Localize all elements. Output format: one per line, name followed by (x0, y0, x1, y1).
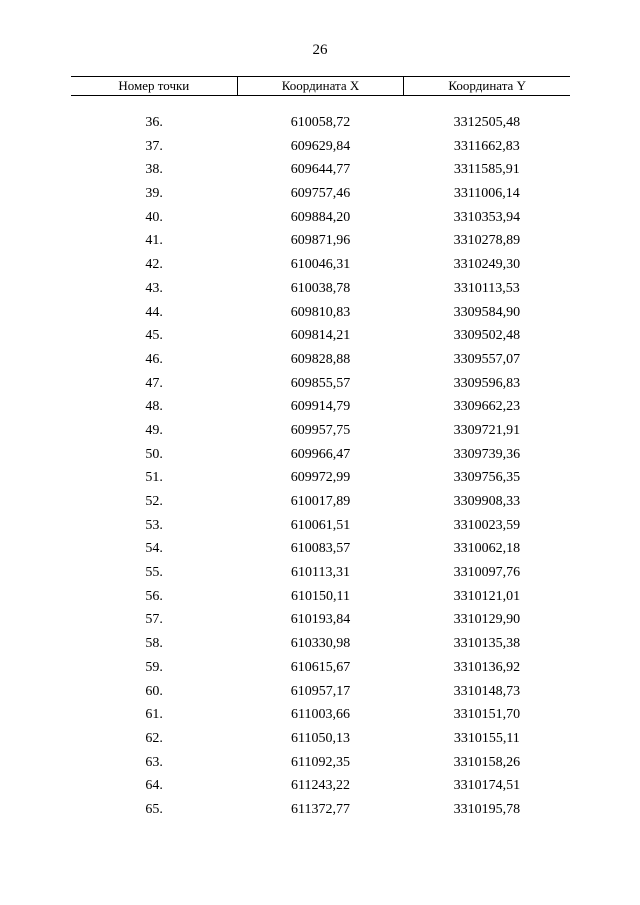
cell-coordinate-y: 3309557,07 (453, 351, 521, 367)
cell-coordinate-x: 609957,75 (290, 422, 351, 438)
header-point-number: Номер точки (118, 78, 190, 93)
cell-point-number: 46. (145, 351, 163, 367)
table-row (71, 135, 570, 159)
table-row (71, 419, 570, 443)
cell-point-number: 60. (145, 683, 163, 699)
cell-point-number: 50. (145, 446, 163, 462)
cell-point-number: 64. (145, 778, 163, 794)
table-row (71, 301, 570, 325)
table-row (71, 229, 570, 253)
cell-coordinate-x: 609972,99 (290, 470, 351, 486)
cell-coordinate-x: 609814,21 (290, 328, 351, 344)
cell-coordinate-x: 610061,51 (290, 517, 351, 533)
cell-point-number: 48. (145, 399, 163, 415)
table-row (71, 111, 570, 135)
cell-point-number: 51. (145, 470, 163, 486)
cell-coordinate-x: 609966,47 (290, 446, 351, 462)
cell-coordinate-y: 3309756,35 (453, 470, 521, 486)
page-number: 26 (312, 42, 328, 58)
cell-coordinate-x: 611003,66 (291, 707, 350, 723)
cell-point-number: 38. (145, 162, 163, 178)
table-row (71, 443, 570, 467)
cell-point-number: 36. (145, 115, 163, 130)
cell-coordinate-x: 609757,46 (290, 186, 351, 202)
cell-coordinate-y: 3309662,23 (453, 399, 521, 415)
cell-point-number: 44. (145, 304, 163, 320)
cell-point-number: 40. (145, 209, 163, 225)
table-row (71, 656, 570, 680)
cell-coordinate-y: 3310195,78 (453, 801, 521, 817)
header-coordinate-x: Координата X (237, 77, 404, 95)
table-row (71, 372, 570, 396)
cell-point-number: 53. (145, 517, 163, 533)
cell-point-number: 39. (145, 186, 163, 202)
cell-coordinate-x: 609871,96 (290, 233, 351, 249)
cell-coordinate-y: 3309721,91 (453, 422, 521, 438)
cell-coordinate-x: 609884,20 (290, 209, 351, 225)
table-header (71, 76, 570, 96)
cell-coordinate-y: 3310113,53 (453, 280, 520, 296)
cell-point-number: 56. (145, 588, 163, 604)
cell-point-number: 57. (145, 612, 163, 628)
header-coordinate-y: Координата Y (403, 77, 570, 95)
cell-coordinate-y: 3310155,11 (453, 730, 520, 746)
table-row (71, 253, 570, 277)
table-row (71, 324, 570, 348)
cell-coordinate-y: 3312505,48 (453, 115, 521, 130)
cell-coordinate-x: 609828,88 (290, 351, 351, 367)
cell-point-number: 61. (145, 707, 163, 723)
cell-coordinate-x: 610046,31 (290, 257, 351, 273)
table-row (71, 206, 570, 230)
cell-coordinate-y: 3310129,90 (453, 612, 521, 628)
cell-point-number: 59. (145, 659, 163, 675)
cell-point-number: 55. (145, 565, 163, 581)
table-row (71, 680, 570, 704)
table-row (71, 514, 570, 538)
cell-coordinate-y: 3310148,73 (453, 683, 521, 699)
cell-coordinate-y: 3310023,59 (453, 517, 521, 533)
cell-coordinate-x: 611243,22 (291, 778, 350, 794)
cell-point-number: 49. (145, 422, 163, 438)
cell-coordinate-y: 3310121,01 (453, 588, 521, 604)
cell-point-number: 42. (145, 257, 163, 273)
cell-coordinate-x: 610017,89 (290, 494, 351, 509)
table-row (71, 182, 570, 206)
cell-coordinate-x: 610150,11 (291, 588, 350, 604)
cell-point-number: 41. (145, 233, 163, 249)
cell-coordinate-x: 609629,84 (290, 138, 351, 154)
table-row (71, 348, 570, 372)
cell-point-number: 47. (145, 375, 163, 391)
cell-coordinate-y: 3309596,83 (453, 375, 521, 391)
cell-coordinate-y: 3310158,26 (453, 754, 521, 770)
cell-coordinate-x: 610957,17 (290, 683, 351, 699)
table-row (71, 561, 570, 585)
cell-point-number: 37. (145, 138, 163, 154)
cell-point-number: 54. (145, 541, 163, 557)
cell-coordinate-y: 3310135,38 (453, 636, 521, 652)
table-row (71, 608, 570, 632)
cell-coordinate-y: 3311662,83 (453, 138, 520, 154)
cell-coordinate-x: 610113,31 (291, 565, 350, 581)
cell-point-number: 62. (145, 730, 163, 746)
cell-coordinate-y: 3311585,91 (453, 162, 520, 178)
cell-coordinate-y: 3310151,70 (453, 707, 521, 723)
cell-coordinate-y: 3309584,90 (453, 304, 521, 320)
table-row (71, 798, 570, 822)
cell-point-number: 58. (145, 636, 163, 652)
table-row (71, 727, 570, 751)
cell-coordinate-y: 3310249,30 (453, 257, 521, 273)
cell-point-number: 52. (145, 494, 163, 509)
cell-point-number: 43. (145, 280, 163, 296)
cell-coordinate-x: 610038,78 (290, 280, 351, 296)
cell-point-number: 45. (145, 328, 163, 344)
table-row (71, 703, 570, 727)
cell-coordinate-x: 609914,79 (290, 399, 351, 415)
table-row (71, 585, 570, 609)
cell-coordinate-y: 3310278,89 (453, 233, 521, 249)
table-row (71, 277, 570, 301)
cell-coordinate-x: 610083,57 (290, 541, 351, 557)
cell-coordinate-x: 611372,77 (291, 801, 350, 817)
table-row (71, 395, 570, 419)
table-row (71, 158, 570, 182)
cell-coordinate-y: 3310136,92 (453, 659, 521, 675)
cell-coordinate-y: 3309739,36 (453, 446, 521, 462)
cell-coordinate-y: 3310353,94 (453, 209, 521, 225)
table-row (71, 774, 570, 798)
table-row (71, 466, 570, 490)
cell-coordinate-y: 3310174,51 (453, 778, 521, 794)
cell-point-number: 65. (145, 801, 163, 817)
cell-coordinate-y: 3309502,48 (453, 328, 521, 344)
cell-coordinate-x: 610330,98 (290, 636, 351, 652)
cell-coordinate-y: 3310062,18 (453, 541, 521, 557)
table-row (71, 632, 570, 656)
cell-coordinate-x: 609855,57 (290, 375, 351, 391)
cell-coordinate-y: 3310097,76 (453, 565, 521, 581)
cell-coordinate-x: 611050,13 (291, 730, 350, 746)
cell-coordinate-x: 611092,35 (291, 754, 350, 770)
cell-coordinate-y: 3311006,14 (453, 186, 520, 202)
table-row (71, 490, 570, 514)
table-body (71, 96, 570, 822)
table-row (71, 537, 570, 561)
cell-coordinate-y: 3309908,33 (453, 494, 521, 509)
coordinates-table (71, 76, 570, 822)
cell-point-number: 63. (145, 754, 163, 770)
cell-coordinate-x: 610058,72 (290, 115, 351, 130)
cell-coordinate-x: 610615,67 (290, 659, 351, 675)
cell-coordinate-x: 609810,83 (290, 304, 351, 320)
cell-coordinate-x: 610193,84 (290, 612, 351, 628)
cell-coordinate-x: 609644,77 (290, 162, 351, 178)
table-row (71, 751, 570, 775)
